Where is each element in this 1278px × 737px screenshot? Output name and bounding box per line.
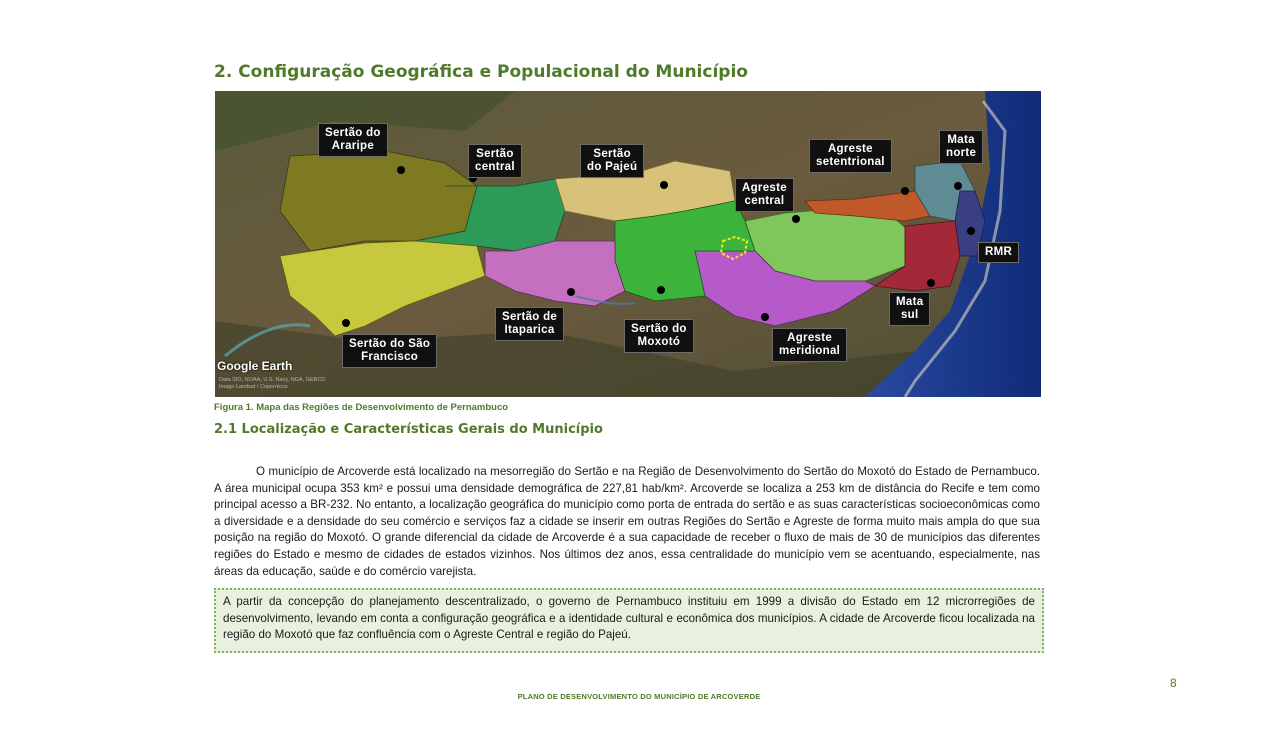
label-agreste-meridional: Agreste meridional [772, 328, 847, 362]
label-sertao-de-itaparica: Sertão de Itaparica [495, 307, 564, 341]
page-number: 8 [1170, 676, 1177, 690]
label-mata-sul: Mata sul [889, 292, 930, 326]
label-agreste-setentrional: Agreste setentrional [809, 139, 892, 173]
subsection-title: 2.1 Localização e Características Gerais do Município [214, 422, 603, 437]
label-sertao-central: Sertão central [468, 144, 522, 178]
label-sertao-do-moxoto: Sertão do Moxotó [624, 319, 694, 353]
label-agreste-central: Agreste central [735, 178, 794, 212]
label-sertao-do-sao-francisco: Sertão do São Francisco [342, 334, 437, 368]
map-credits: Data SIO, NOAA, U.S. Navy, NGA, GEBCO Image Landsat / Copernicus [219, 377, 326, 390]
label-sertao-do-araripe: Sertão do Araripe [318, 123, 388, 157]
page-footer: PLANO DE DESENVOLVIMENTO DO MUNICÍPIO DE ARCOVERDE [517, 692, 761, 701]
figure-caption: Figura 1. Mapa das Regiões de Desenvolvimento de Pernambuco [214, 402, 509, 413]
google-earth-watermark: Google Earth [217, 359, 293, 373]
label-rmr: RMR [978, 242, 1019, 263]
body-paragraph: O município de Arcoverde está localizado na mesorregião do Sertão e na Região de Desenvolvimento do Sertão do Moxotó do Estado de Pernambuco. A área municipal ocupa 353 km² e possui uma densidade demográfica de 227,81 hab/km². Arcoverde se localiza a 253 km de distância do Recife e tem como principal acesso a BR-232. No entanto, a localização geográfica do município como porta de entrada do sertão e as suas características socioeconômicas como a diversidade e a densidade do seu comércio e serviços faz a cidade se inserir em outras Regiões do Sertão e Agreste de forma muito mais ampla do que sua posição na região do Moxotó. O grande diferencial da cidade de Arcoverde é a sua capacidade de receber o fluxo de mais de 30 de municípios das diferentes regiões do Estado e mesmo de cidades de estados vizinhos. Nos últimos dez anos, essa centralidade do município vem se acentuando, especialmente, nas áreas da educação, saúde e do comércio varejista. [214, 465, 1040, 578]
label-sertao-do-pajeu: Sertão do Pajeú [580, 144, 644, 178]
label-mata-norte: Mata norte [939, 130, 983, 164]
highlight-box: A partir da concepção do planejamento descentralizado, o governo de Pernambuco instituiu em 1999 a divisão do Estado em 12 microrregiões de desenvolvimento, levando em conta a configuração geográfica e a identidade cultural e econômica dos municípios. A cidade de Arcoverde ficou localizada na região do Moxotó que faz confluência com o Agreste Central e região do Pajeú. [214, 588, 1044, 653]
regions-map-image [215, 91, 1041, 397]
section-title: 2. Configuração Geográfica e Populacional do Município [214, 62, 748, 82]
